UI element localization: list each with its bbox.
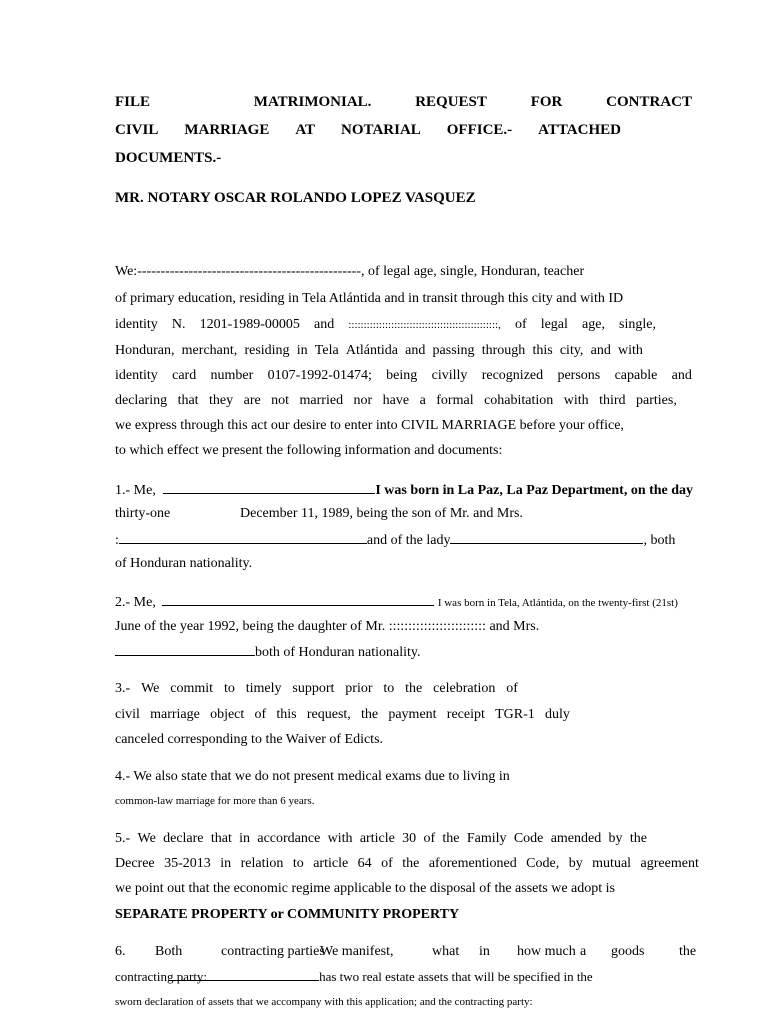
word: marriage (150, 707, 200, 722)
word: 1201-1989-00005 (199, 317, 300, 332)
title-word: MATRIMONIAL. (253, 94, 372, 110)
word: identity (115, 368, 158, 383)
word: in (296, 343, 308, 358)
word: request, (306, 707, 351, 722)
p5-line-1 (115, 829, 647, 849)
father-name-blank[interactable] (119, 529, 367, 544)
word: of (381, 856, 393, 871)
word: single, (619, 317, 656, 332)
word: Code, (526, 856, 560, 871)
p3-line-3: canceled corresponding to the Waiver of Edicts. (115, 732, 384, 747)
word: formal (436, 393, 474, 408)
p1-colon: : (115, 533, 119, 548)
word: 30 (402, 831, 417, 846)
word: by (608, 831, 623, 846)
p6-the: the (679, 944, 697, 959)
word: Tela (314, 343, 339, 358)
word: declaring (115, 393, 168, 408)
p4-line-2: common-law marriage for more than 6 years. (115, 795, 315, 807)
p5-line-3: we point out that the economic regime applicable to the disposal of the assets we adopt is (115, 881, 615, 896)
word: city, (559, 343, 584, 358)
word: celebration (433, 681, 496, 696)
p2-prefix: 2.- Me, (115, 595, 156, 610)
word: third (599, 393, 626, 408)
intro-line-4 (115, 341, 643, 361)
word: card (172, 368, 197, 383)
p6-line-1 (0, 942, 768, 962)
contracting-party-blank[interactable] (169, 966, 319, 981)
word: that (177, 393, 199, 408)
word: of (506, 681, 518, 696)
word: recognized (481, 368, 544, 383)
title-word: NOTARIAL (341, 122, 421, 138)
word: and (590, 343, 611, 358)
title-word: REQUEST (415, 94, 487, 110)
p6-in: in (479, 944, 490, 959)
title-word: CONTRACT (606, 94, 692, 110)
word: with (563, 393, 589, 408)
word: prior (345, 681, 373, 696)
p6-line-3: sworn declaration of assets that we accompany with this application; and the contracting party: (115, 996, 533, 1008)
word: number (210, 368, 254, 383)
p4-line-1: 4.- We also state that we do not present medical exams due to living in (115, 769, 510, 784)
p6-contracting-party: contracting party: (115, 969, 208, 984)
p6-a: a (580, 944, 587, 959)
word: 0107-1992-01474; (267, 368, 372, 383)
word: duly (544, 707, 570, 722)
title-word: CIVIL (115, 122, 159, 138)
p6-goods: goods (611, 944, 645, 959)
word: legal (540, 317, 568, 332)
word: to (223, 681, 235, 696)
word: payment (388, 707, 437, 722)
word: aforementioned (428, 856, 517, 871)
word: identity (115, 317, 158, 332)
word: the (405, 681, 423, 696)
p6-how-much: how much (517, 944, 576, 959)
word: civil (115, 707, 140, 722)
title-word: AT (295, 122, 316, 138)
p1-and-lady: and of the lady (366, 533, 451, 548)
word: parties, (636, 393, 677, 408)
word: and (671, 368, 692, 383)
bride-name-blank[interactable] (162, 591, 434, 606)
word: mutual (592, 856, 632, 871)
p6-real-estate: has two real estate assets that will be specified in the (319, 969, 593, 984)
word: Code (513, 831, 544, 846)
bride-mother-blank[interactable] (115, 641, 255, 656)
word: N. (171, 317, 186, 332)
word: 64 (357, 856, 372, 871)
word: not (271, 393, 290, 408)
p1-line-1 (115, 479, 693, 501)
title-line-3: DOCUMENTS.- (115, 150, 222, 166)
word: are (243, 393, 261, 408)
word: have (382, 393, 410, 408)
word: object (210, 707, 245, 722)
word: nor (353, 393, 373, 408)
p3-line-1 (115, 679, 518, 699)
intro-line-1: We:------------------------------------------------, of legal age, single, Honduran, teacher (115, 264, 585, 279)
word: the (361, 707, 379, 722)
word: cohabitation (484, 393, 554, 408)
word: :::::::::::::::::::::::::::::::::::::::::::::::::, (348, 319, 501, 331)
word: being (386, 368, 418, 383)
word: agreement (640, 856, 699, 871)
word: persons (557, 368, 601, 383)
p3-line-2 (115, 705, 570, 725)
intro-line-8: to which effect we present the following information and documents: (115, 443, 503, 458)
word: declare (163, 831, 204, 846)
mother-name-blank[interactable] (450, 529, 643, 544)
word: accordance (257, 831, 321, 846)
word: with (327, 831, 353, 846)
title-word: ATTACHED (538, 122, 621, 138)
p1-line-3 (115, 529, 675, 551)
word: article (313, 856, 349, 871)
word: merchant, (181, 343, 238, 358)
p5-line-2 (115, 854, 699, 874)
word: this (276, 707, 297, 722)
word: 35-2013 (164, 856, 211, 871)
groom-name-blank[interactable] (163, 479, 375, 494)
word: to (383, 681, 395, 696)
p2-line-2: June of the year 1992, being the daughter of Mr. ::::::::::::::::::::::::: and Mrs. (115, 619, 540, 634)
p1-prefix: 1.- Me, (115, 483, 156, 498)
word: of (423, 831, 436, 846)
title-line-2 (115, 120, 621, 140)
word: residing (244, 343, 290, 358)
word: capable (614, 368, 658, 383)
word: relation (240, 856, 284, 871)
word: they (209, 393, 234, 408)
word: commit (170, 681, 214, 696)
p1-both: , both (643, 533, 676, 548)
intro-line-7: we express through this act our desire to enter into CIVIL MARRIAGE before your office, (115, 418, 624, 433)
p6-both: Both (155, 944, 183, 959)
word: married (299, 393, 344, 408)
word: and (314, 317, 335, 332)
word: civilly (431, 368, 468, 383)
word: Family (466, 831, 507, 846)
word: the (442, 831, 460, 846)
word: amended (550, 831, 602, 846)
p2-small-text: I was born in Tela, Atlántida, on the twenty-first (21st) (437, 597, 678, 609)
p6-what: what (432, 944, 460, 959)
p5-line-4: SEPARATE PROPERTY or COMMUNITY PROPERTY (115, 907, 460, 922)
title-line-1 (115, 92, 692, 112)
word: timely (245, 681, 282, 696)
p6-we-manifest: We manifest, (320, 944, 394, 959)
title-word: MARRIAGE (184, 122, 270, 138)
word: with (618, 343, 643, 358)
word: in (220, 856, 232, 871)
word: We (137, 831, 156, 846)
intro-line-2: of primary education, residing in Tela Atlántida and in transit through this city and with ID (115, 291, 624, 306)
word: We (141, 681, 160, 696)
word: in (239, 831, 251, 846)
title-word: OFFICE.- (446, 122, 513, 138)
word: of (514, 317, 527, 332)
word: Atlántida (345, 343, 398, 358)
word: passing (432, 343, 475, 358)
p6-num: 6. (115, 944, 126, 959)
word: support (292, 681, 335, 696)
word: of (254, 707, 267, 722)
word: 3.- (115, 681, 131, 696)
p2-nationality: both of Honduran nationality. (255, 645, 421, 660)
title-word: FOR (530, 94, 563, 110)
p2-line-1 (115, 591, 678, 613)
word: receipt (446, 707, 485, 722)
word: by (568, 856, 583, 871)
p1-bold-text: I was born in La Paz, La Paz Department, on the day (375, 483, 694, 498)
p1-line-2b: December 11, 1989, being the son of Mr. and Mrs. (240, 506, 523, 521)
p6-line-2 (115, 966, 593, 987)
p6-contracting: contracting parties (221, 944, 325, 959)
word: this (532, 343, 553, 358)
p1-line-2a: thirty-one (115, 506, 171, 521)
word: a (419, 393, 426, 408)
word: that (210, 831, 232, 846)
p1-line-4: of Honduran nationality. (115, 556, 253, 571)
addressee: MR. NOTARY OSCAR ROLANDO LOPEZ VASQUEZ (115, 190, 476, 206)
word: and (405, 343, 426, 358)
intro-line-3 (115, 315, 656, 335)
word: TGR-1 (495, 707, 535, 722)
title-word: FILE (115, 94, 151, 110)
word: to (292, 856, 304, 871)
word: article (359, 831, 395, 846)
intro-line-6 (115, 391, 677, 411)
word: age, (582, 317, 605, 332)
word: the (629, 831, 647, 846)
word: 5.- (115, 831, 131, 846)
p2-line-3 (115, 641, 421, 663)
word: Honduran, (115, 343, 175, 358)
word: through (481, 343, 526, 358)
word: Decree (115, 856, 155, 871)
intro-line-5 (115, 366, 692, 386)
word: the (402, 856, 420, 871)
